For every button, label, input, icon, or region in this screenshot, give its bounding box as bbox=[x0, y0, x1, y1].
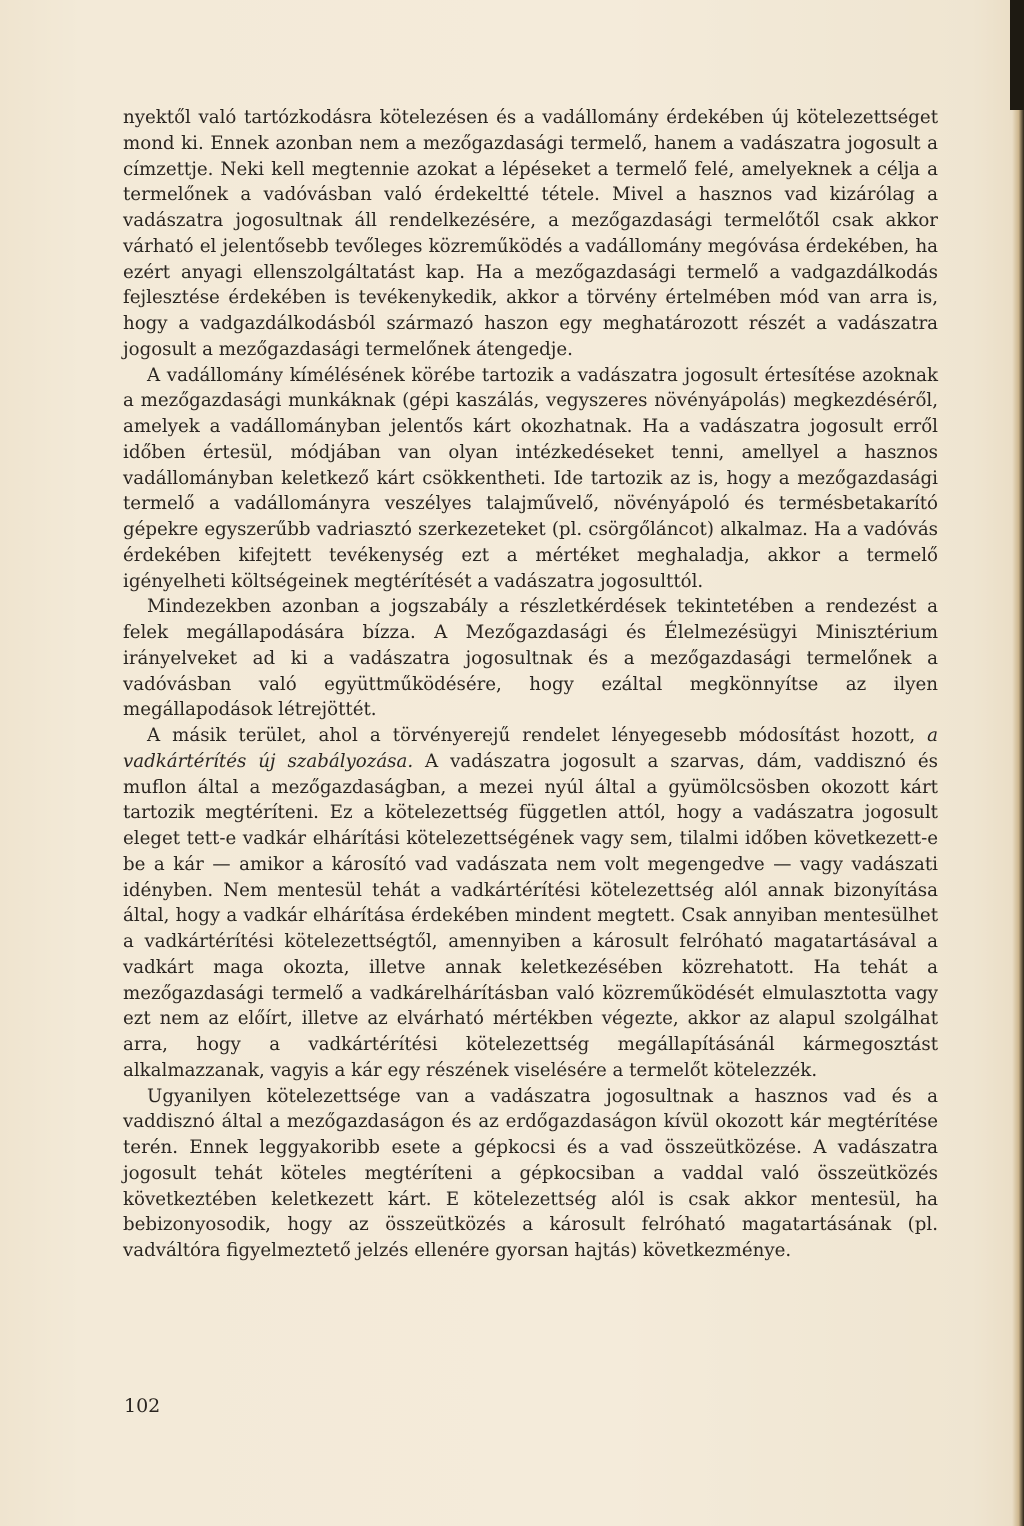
body-text bbox=[123, 105, 938, 1264]
paragraph-5: Ugyanilyen kötelezettsége van a vadászatra jogosultnak a hasznos vad és a vaddisznó által a mezőgazdaságon és az erdőgazdaságon kívül okozott kár megtérítése terén. Ennek leggyakoribb esete a gépkocsi és a vad összeütközése. A vadászatra jogosult tehát köteles megtéríteni a gépkocsiban a vaddal való összeütközés következtében keletkezett kárt. E kötelezettség alól is csak akkor mentesül, ha bebizonyosodik, hogy az összeütközés a károsult felróható magatartásának (pl. vadváltóra figyelmeztető jelzés ellenére gyorsan hajtás) következménye. bbox=[123, 1085, 938, 1261]
paragraph-4-rest: A vadászatra jogosult a szarvas, dám, vaddisznó és muflon által a mezőgazdaságban, a mezei nyúl által a gyümölcsösben okozott kárt tartozik megtéríteni. Ez a kötelezettség független attól, hogy a vadászatra jogosult eleget tett-e vadkár elhárítási kötelezettségének vagy sem, tilalmi időben következett-e be a kár — amikor a károsító vad vadászata nem volt megengedve — vagy vadászati idényben. Nem mentesül tehát a vadkártérítési kötelezettség alól annak bizonyítása által, hogy a vadkár elhárítása érdekében mindent megtett. Csak annyiban mentesülhet a vadkártérítési kötelezettségtől, amennyiben a károsult felróható magatartásával a vadkárt maga okozta, illetve annak keletkezésében közrehatott. Ha tehát a mezőgazdasági termelő a vadkárelhárításban való közreműködését elmulasztotta vagy ezt nem az előírt, illetve az elvárható mértékben végezte, akkor az alapul szolgálhat arra, hogy a vadkártérítési kötelezettség megállapításánál kármegosztást alkalmazzanak, vagyis a kár egy részének viselésére a termelőt kötelezzék. bbox=[123, 750, 938, 1081]
page-number: 102 bbox=[124, 1395, 161, 1417]
paragraph-2: A vadállomány kímélésének körébe tartozik a vadászatra jogosult értesítése azoknak a mezőgazdasági munkáknak (gépi kaszálás, vegyszeres növényápolás) megkezdéséről, amelyek a vadállományban jelentős kárt okozhatnak. Ha a vadászatra jogosult erről időben értesül, módjában van olyan intézkedéseket tenni, amellyel a hasznos vadállományban keletkező kárt csökkentheti. Ide tartozik az is, hogy a mezőgazdasági termelő a vadállományra veszélyes talajművelő, növényápoló és termésbetakarító gépekre egyszerűbb vadriasztó szerkezeteket (pl. csörgőláncot) alkalmaz. Ha a vadóvás érdekében kifejtett tevékenység ezt a mértéket meghaladja, akkor a termelő igényelheti költségeinek megtérítését a vadászatra jogosulttól. bbox=[123, 364, 938, 592]
paragraph-1: nyektől való tartózkodásra kötelezésen és a vadállomány érdekében új kötelezettséget mond ki. Ennek azonban nem a mezőgazdasági termelő, hanem a vadászatra jogosult a címzettje. Neki kell megtennie azokat a lépéseket a termelő felé, amelyeknek a célja a termelőnek a vadóvásban való érdekeltté tétele. Mivel a hasznos vad kizárólag a vadászatra jogosultnak áll rendelkezésére, a mezőgazdasági termelőtől csak akkor várható el jelentősebb tevőleges közreműködés a vadállomány megóvása érdekében, ha ezért anyagi ellenszolgáltatást kap. Ha a mezőgazdasági termelő a vadgazdálkodás fejlesztése érdekében is tevékenykedik, akkor a törvény értelmében mód van arra is, hogy a vadgazdálkodásból származó haszon egy meghatározott részét a vadászatra jogosult a mezőgazdasági termelőnek átengedje. bbox=[123, 107, 938, 360]
paragraph-4 bbox=[123, 723, 938, 1084]
page-edge-shadow bbox=[1012, 0, 1024, 1526]
paragraph-4-emphasis: a vadkártérítés új szabályozása. bbox=[123, 725, 938, 772]
page-corner-dark bbox=[1010, 0, 1024, 110]
paragraph-4-lead: A másik terület, ahol a törvényerejű rendelet lényegesebb módosítást hozott, bbox=[147, 725, 928, 746]
paragraph-3: Mindezekben azonban a jogszabály a részletkérdések tekintetében a rendezést a felek megállapodására bízza. A Mezőgazdasági és Élelmezésügyi Minisztérium irányelveket ad ki a vadászatra jogosultnak és a mezőgazdasági termelőnek a vadóvásban való együttműködésére, hogy ezáltal megkönnyítse az ilyen megállapodások létrejöttét. bbox=[123, 596, 938, 721]
